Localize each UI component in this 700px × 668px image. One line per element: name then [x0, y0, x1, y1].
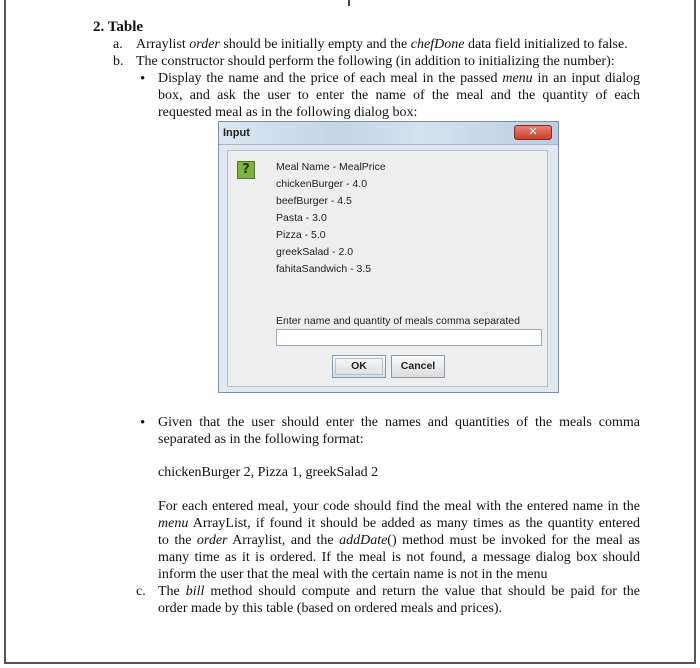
bullet-1-marker: • [140, 71, 146, 87]
paragraph-line-3a: to the [158, 533, 197, 548]
cancel-button[interactable]: Cancel [391, 355, 445, 378]
bullet-1-line-1a: Display the name and the price of each meal in the passed [158, 71, 503, 86]
bullet-2-line-2: separated as in the following format: [158, 432, 364, 447]
item-c-line-2: order made by this table (based on ordered meals and prices). [158, 601, 503, 616]
bullet-1-em-menu: menu [502, 71, 533, 86]
dialog-title: Input [223, 127, 250, 139]
paragraph-em-order: order [196, 533, 228, 548]
paragraph-em-menu: menu [158, 516, 189, 531]
item-c-marker: c. [136, 584, 146, 599]
dialog-titlebar[interactable] [219, 122, 558, 145]
paragraph-line-1: For each entered meal, your code should find the meal with the entered name in the [158, 499, 640, 514]
section-heading [93, 19, 143, 36]
bullet-2-marker: • [140, 415, 146, 431]
format-example: chickenBurger 2, Pizza 1, greekSalad 2 [158, 465, 379, 480]
bullet-2-line-1: Given that the user should enter the names and quantities of the meals comma [158, 415, 640, 430]
bullet-1-line-3: requested meal as in the following dialog box: [158, 105, 418, 120]
item-a-text-3: data field initialized to false. [464, 37, 628, 52]
item-a-text-2: should be initially empty and the [219, 37, 411, 52]
paragraph-line-2-text: ArrayList, if found it should be added as many times as the quantity entered [188, 516, 640, 531]
paragraph-em-adddate: addDate [339, 533, 388, 548]
paragraph-line-3c: () method must be invoked for the meal as [387, 533, 641, 548]
paragraph-line-3 [158, 533, 640, 550]
question-icon [237, 161, 255, 179]
dialog-prompt: Enter name and quantity of meals comma separated [276, 315, 520, 327]
message-line: greekSalad - 2.0 [276, 246, 354, 258]
item-c-line-1a: The [158, 584, 186, 599]
item-a-text [136, 37, 641, 54]
message-line: fahitaSandwich - 3.5 [276, 263, 372, 275]
message-line: chickenBurger - 4.0 [276, 178, 368, 190]
message-line: Pizza - 5.0 [276, 229, 326, 241]
close-button[interactable] [514, 125, 552, 140]
meal-input-field[interactable] [276, 329, 542, 346]
item-a-em-chefdone: chefDone [410, 37, 465, 52]
paragraph-line-4: many time as it is ordered. If the meal is not found, a message dialog box should [158, 550, 640, 565]
ok-button[interactable]: OK [332, 355, 386, 378]
bullet-1-line-1b: in an input dialog [532, 71, 640, 86]
item-b-text: The constructor should perform the following (in addition to initializing the number): [136, 54, 615, 69]
dialog-message [276, 161, 386, 280]
paragraph-line-3b: Arraylist, and the [227, 533, 340, 548]
item-b-marker: b. [113, 54, 124, 69]
item-a-text-1: Arraylist [136, 37, 190, 52]
message-line: Meal Name - MealPrice [276, 161, 386, 173]
message-line: Pasta - 3.0 [276, 212, 327, 224]
paragraph-line-5: inform the user that the meal with the certain name is not in the menu [158, 567, 548, 582]
dialog-content [227, 150, 548, 387]
item-a-em-order: order [189, 37, 220, 52]
close-icon: ✕ [528, 125, 538, 139]
item-a-marker: a. [113, 37, 123, 52]
question-icon-glyph: ? [242, 161, 250, 177]
item-c-line-1 [158, 584, 640, 601]
input-dialog [218, 121, 559, 393]
message-line: beefBurger - 4.5 [276, 195, 352, 207]
item-c-em-bill: bill [185, 584, 205, 599]
paragraph-line-2 [158, 516, 640, 533]
section-title: Table [107, 19, 144, 35]
bullet-1-line-2: box, and ask the user to enter the name of the meal and the quantity of each [158, 88, 640, 103]
bullet-1-line-1 [158, 71, 640, 88]
section-number: 2. [93, 19, 105, 35]
item-c-line-1b: method should compute and return the value that should be paid for the [204, 584, 640, 599]
